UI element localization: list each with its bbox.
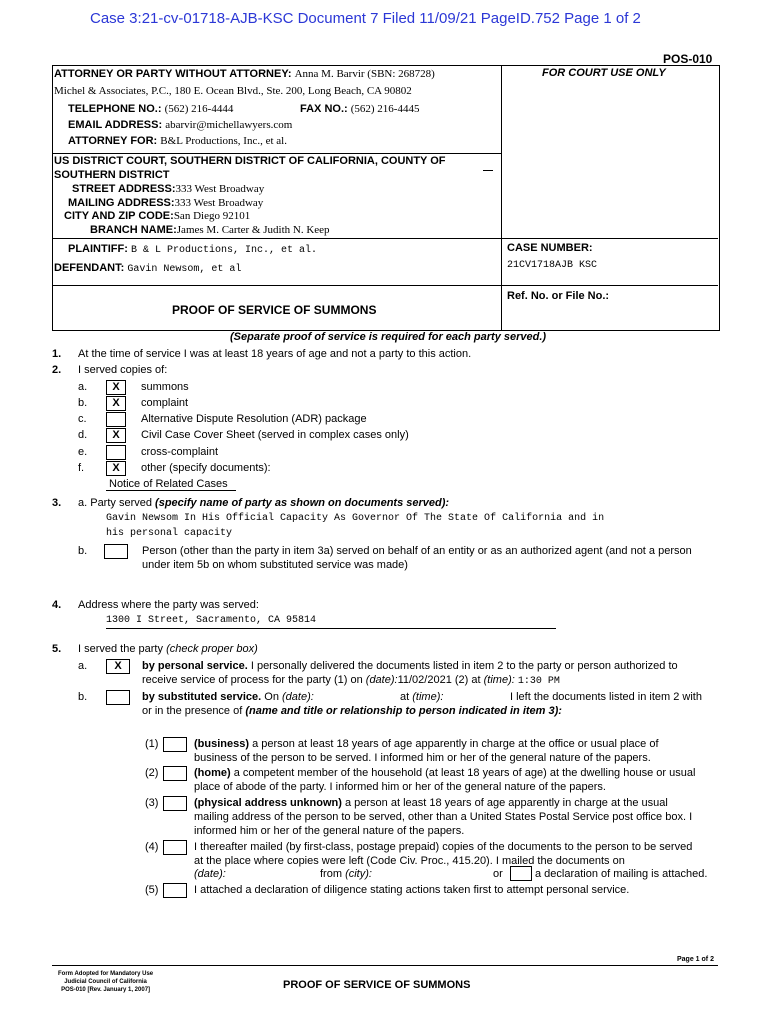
email: EMAIL ADDRESS: abarvir@michellawyers.com [68,119,293,131]
sub-3-line2: mailing address of the person to be served, other than a United States Postal Service post office box. I [194,811,693,823]
item-3b-letter: b. [78,545,88,557]
item-3b-line2: under item 5b on whom substituted service was made) [142,559,408,571]
sub-5-num: (5) [145,884,159,896]
doc-title: PROOF OF SERVICE OF SUMMONS [172,303,377,317]
telephone: TELEPHONE NO.: (562) 216-4444 [68,103,234,115]
copy-summons: summons [141,381,189,393]
attorney-name: Anna M. Barvir (SBN: 268728) [294,68,435,80]
case-number-label: CASE NUMBER: [507,242,593,254]
item-3b-line1: Person (other than the party in item 3a) served on behalf of an entity or as an authorized agent (and not a person [142,545,692,557]
checkbox-diligence[interactable] [163,883,187,898]
sub-2-num: (2) [145,767,159,779]
item-3-num: 3. [52,497,62,509]
footer-title: PROOF OF SERVICE OF SUMMONS [283,979,471,991]
item-1: At the time of service I was at least 18 years of age and not a party to this action. [78,348,472,360]
court-use-label: FOR COURT USE ONLY [542,67,666,79]
case-number: 21CV1718AJB KSC [507,260,598,271]
item-4: Address where the party was served: [78,599,259,611]
checkbox-mailing-declaration[interactable] [510,866,532,881]
branch-name: BRANCH NAME:James M. Carter & Judith N. Keep [90,224,330,236]
checkbox-cover-sheet[interactable]: X [106,428,126,443]
item-2: I served copies of: [78,364,168,376]
sub-5-text: I attached a declaration of diligence stating actions taken first to attempt personal service. [194,884,630,896]
separate-note: (Separate proof of service is required for each party served.) [230,331,547,343]
sub-2-line1: (home) a competent member of the household (at least 18 years of age) at the dwelling house or usual [194,767,696,779]
party-served-2: his personal capacity [106,528,233,539]
fax: FAX NO.: (562) 216-4445 [300,103,420,115]
sub-4-decl: a declaration of mailing is attached. [535,868,708,880]
copy-complaint: complaint [141,397,189,409]
sub-1-line2: business of the person to be served. I informed him or her of the general nature of the papers. [194,752,651,764]
checkbox-adr[interactable] [106,412,126,427]
sub-4-from: from (city): [320,868,372,880]
form-id: POS-010 [663,52,713,66]
copy-letter: c. [78,413,87,425]
copy-other: other (specify documents): [141,462,271,474]
checkbox-mailed[interactable] [163,840,187,855]
court-title: US DISTRICT COURT, SOUTHERN DISTRICT OF CALIFORNIA, COUNTY OF [54,155,446,167]
item-5b-line2: or in the presence of (name and title or relationship to person indicated in item 3): [142,705,562,717]
checkbox-complaint[interactable]: X [106,396,126,411]
page-number: Page 1 of 2 [677,956,714,963]
item-5b-left: I left the documents listed in item 2 with [510,691,702,703]
mailing-address: MAILING ADDRESS:333 West Broadway [68,197,264,209]
attorney-firm: Michel & Associates, P.C., 180 E. Ocean Blvd., Ste. 200, Long Beach, CA 90802 [54,85,412,97]
item-4-num: 4. [52,599,62,611]
attorney-for: ATTORNEY FOR: B&L Productions, Inc., et al. [68,135,287,147]
copy-cover-sheet: Civil Case Cover Sheet (served in complex cases only) [141,429,409,441]
item-5a-letter: a. [78,660,88,672]
item-5b-line1: by substituted service. On (date): [142,691,314,703]
ref-no-label: Ref. No. or File No.: [507,290,610,302]
city-zip: CITY AND ZIP CODE:San Diego 92101 [64,210,251,222]
copy-cross-complaint: cross-complaint [141,446,219,458]
copy-letter: f. [78,462,85,474]
sub-4-date: (date): [194,868,226,880]
copy-letter: e. [78,446,88,458]
defendant: DEFENDANT: Gavin Newsom, et al [54,262,242,275]
copy-letter: b. [78,397,88,409]
item-5b-time: at (time): [400,691,444,703]
sub-4-line2: at the place where copies were left (Code Civ. Proc., 415.20). I mailed the documents on [194,855,625,867]
street-address: STREET ADDRESS:333 West Broadway [72,183,265,195]
service-address: 1300 I Street, Sacramento, CA 95814 [106,615,317,626]
checkbox-summons[interactable]: X [106,380,126,395]
court-title-2: SOUTHERN DISTRICT [54,169,170,181]
sub-1-num: (1) [145,738,159,750]
item-5b-letter: b. [78,691,88,703]
party-served-1: Gavin Newsom In His Official Capacity As Governor Of The State Of California and in [106,513,605,524]
checkbox-other[interactable]: X [106,461,126,476]
item-2-num: 2. [52,364,62,376]
attorney-line: ATTORNEY OR PARTY WITHOUT ATTORNEY: Anna M. Barvir (SBN: 268728) [54,68,435,80]
checkbox-business[interactable] [163,737,187,752]
other-documents: Notice of Related Cases [109,478,228,490]
service-time: 1:30 PM [517,676,560,687]
checkbox-home[interactable] [163,766,187,781]
checkbox-personal-service[interactable]: X [106,659,130,674]
service-date: 11/02/2021 [397,674,452,686]
sub-3-line1: (physical address unknown) a person at least 18 years of age apparently in charge at the usual [194,797,668,809]
sub-4-line1: I thereafter mailed (by first-class, postage prepaid) copies of the documents to the person to be served [194,841,693,853]
sub-3-line3: informed him or her of the general nature of the papers. [194,825,465,837]
item-1-num: 1. [52,348,62,360]
item-5-num: 5. [52,643,62,655]
sub-2-line2: place of abode of the party. I informed him or her of the general nature of the papers. [194,781,606,793]
item-5a-line2: receive service of process for the party (1) on (date):11/02/2021 (2) at (time): 1:30 PM [142,674,560,687]
item-5: I served the party (check proper box) [78,643,258,655]
copy-letter: d. [78,429,88,441]
item-3a: a. Party served (specify name of party as shown on documents served): [78,497,450,509]
sub-4-num: (4) [145,841,159,853]
form-adopted: Form Adopted for Mandatory Use Judicial Council of California POS-010 [Rev. January 1, 2007] [58,971,154,993]
sub-3-num: (3) [145,797,159,809]
plaintiff: PLAINTIFF: B & L Productions, Inc., et al. [68,243,317,256]
checkbox-cross-complaint[interactable] [106,445,126,460]
copy-adr: Alternative Dispute Resolution (ADR) package [141,413,367,425]
sub-1-line1: (business) a person at least 18 years of age apparently in charge at the office or usual place of [194,738,659,750]
sub-4-or: or [493,868,503,880]
item-5a-line1: by personal service. I personally delivered the documents listed in item 2 to the party or person authorized to [142,660,678,672]
checkbox-3b[interactable] [104,544,128,559]
checkbox-substituted-service[interactable] [106,690,130,705]
case-header: Case 3:21-cv-01718-AJB-KSC Document 7 Filed 11/09/21 PageID.752 Page 1 of 2 [90,10,641,27]
copy-letter: a. [78,381,88,393]
checkbox-address-unknown[interactable] [163,796,187,811]
